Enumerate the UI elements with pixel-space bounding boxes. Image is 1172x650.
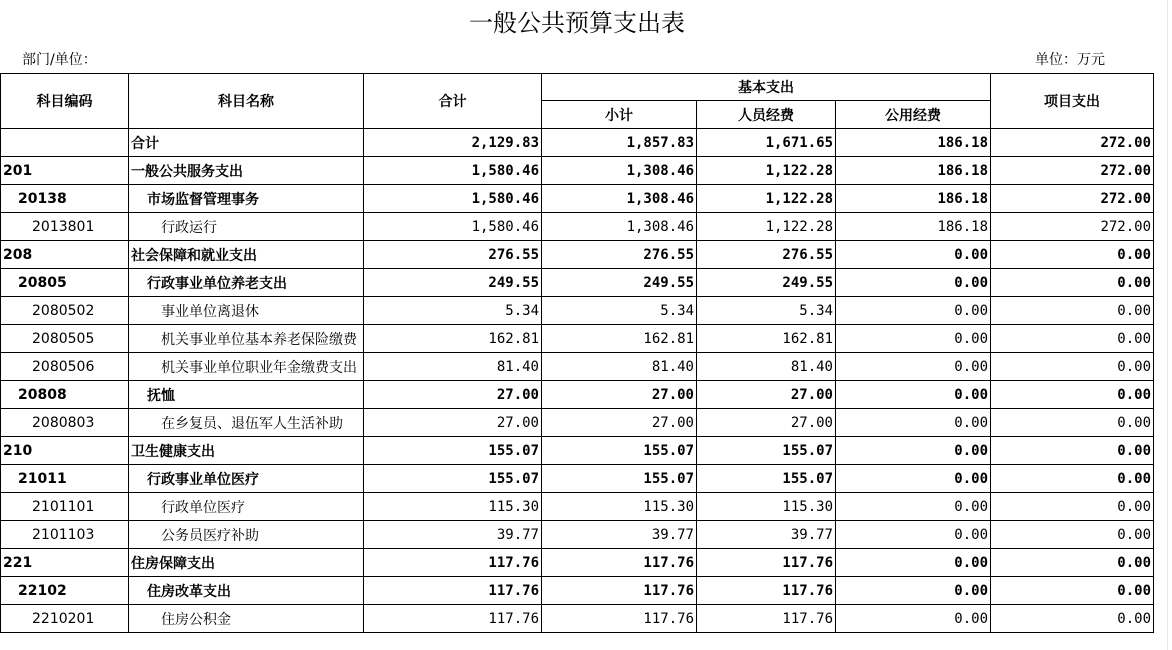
row-total: 27.00 <box>364 381 542 409</box>
row-total: 1,580.46 <box>364 185 542 213</box>
row-subtotal: 1,308.46 <box>542 185 697 213</box>
row-project: 0.00 <box>991 269 1154 297</box>
row-public: 0.00 <box>836 325 991 353</box>
table-row <box>1 353 1154 381</box>
row-name: 卫生健康支出 <box>129 437 364 465</box>
header-subtotal: 小计 <box>542 101 697 129</box>
row-public: 0.00 <box>836 605 991 633</box>
row-code: 2080505 <box>1 325 129 353</box>
header-project: 项目支出 <box>991 74 1154 129</box>
row-public: 0.00 <box>836 241 991 269</box>
row-total: 155.07 <box>364 465 542 493</box>
row-total: 276.55 <box>364 241 542 269</box>
row-code: 2101103 <box>1 521 129 549</box>
row-project: 272.00 <box>991 157 1154 185</box>
table-header <box>1 74 1154 129</box>
row-code: 21011 <box>1 465 129 493</box>
row-total: 249.55 <box>364 269 542 297</box>
row-code: 210 <box>1 437 129 465</box>
row-public: 0.00 <box>836 521 991 549</box>
row-name: 住房公积金 <box>129 605 364 633</box>
row-personnel: 276.55 <box>697 241 836 269</box>
row-project: 0.00 <box>991 465 1154 493</box>
row-personnel: 1,671.65 <box>697 129 836 157</box>
row-subtotal: 81.40 <box>542 353 697 381</box>
row-project: 0.00 <box>991 297 1154 325</box>
row-public: 0.00 <box>836 297 991 325</box>
row-code: 20808 <box>1 381 129 409</box>
row-total: 81.40 <box>364 353 542 381</box>
row-name: 市场监督管理事务 <box>129 185 364 213</box>
row-public: 0.00 <box>836 549 991 577</box>
row-code <box>1 129 129 157</box>
row-name: 住房保障支出 <box>129 549 364 577</box>
row-total: 155.07 <box>364 437 542 465</box>
row-code: 201 <box>1 157 129 185</box>
row-subtotal: 117.76 <box>542 577 697 605</box>
table-row <box>1 241 1154 269</box>
table-row <box>1 409 1154 437</box>
row-project: 0.00 <box>991 409 1154 437</box>
row-project: 0.00 <box>991 521 1154 549</box>
header-total: 合计 <box>364 74 542 129</box>
row-project: 0.00 <box>991 325 1154 353</box>
row-code: 2080506 <box>1 353 129 381</box>
table-row <box>1 549 1154 577</box>
table-row <box>1 185 1154 213</box>
row-public: 186.18 <box>836 185 991 213</box>
row-personnel: 27.00 <box>697 409 836 437</box>
row-name: 抚恤 <box>129 381 364 409</box>
row-name: 公务员医疗补助 <box>129 521 364 549</box>
header-personnel: 人员经费 <box>697 101 836 129</box>
row-code: 2080803 <box>1 409 129 437</box>
row-personnel: 115.30 <box>697 493 836 521</box>
row-name: 机关事业单位职业年金缴费支出 <box>129 353 364 381</box>
row-project: 0.00 <box>991 549 1154 577</box>
row-public: 0.00 <box>836 437 991 465</box>
row-subtotal: 39.77 <box>542 521 697 549</box>
row-total: 162.81 <box>364 325 542 353</box>
row-public: 0.00 <box>836 577 991 605</box>
row-name: 住房改革支出 <box>129 577 364 605</box>
table-row <box>1 213 1154 241</box>
row-project: 0.00 <box>991 353 1154 381</box>
row-personnel: 1,122.28 <box>697 157 836 185</box>
unit-label: 单位：万元 <box>1035 52 1105 68</box>
row-personnel: 1,122.28 <box>697 185 836 213</box>
row-subtotal: 162.81 <box>542 325 697 353</box>
row-total: 27.00 <box>364 409 542 437</box>
row-public: 0.00 <box>836 353 991 381</box>
row-total: 117.76 <box>364 577 542 605</box>
window-edge-line <box>1167 0 1168 650</box>
row-code: 2210201 <box>1 605 129 633</box>
row-code: 20138 <box>1 185 129 213</box>
row-subtotal: 249.55 <box>542 269 697 297</box>
row-project: 272.00 <box>991 185 1154 213</box>
row-subtotal: 5.34 <box>542 297 697 325</box>
table-row <box>1 437 1154 465</box>
table-body <box>1 129 1154 633</box>
row-public: 0.00 <box>836 269 991 297</box>
row-name: 合计 <box>129 129 364 157</box>
row-personnel: 155.07 <box>697 465 836 493</box>
row-code: 2080502 <box>1 297 129 325</box>
row-public: 186.18 <box>836 157 991 185</box>
row-total: 117.76 <box>364 549 542 577</box>
header-name: 科目名称 <box>129 74 364 129</box>
row-total: 39.77 <box>364 521 542 549</box>
table-row <box>1 297 1154 325</box>
row-personnel: 249.55 <box>697 269 836 297</box>
row-personnel: 155.07 <box>697 437 836 465</box>
header-code: 科目编码 <box>1 74 129 129</box>
row-project: 0.00 <box>991 605 1154 633</box>
row-subtotal: 276.55 <box>542 241 697 269</box>
table-row <box>1 157 1154 185</box>
row-code: 2101101 <box>1 493 129 521</box>
row-personnel: 117.76 <box>697 549 836 577</box>
row-subtotal: 27.00 <box>542 409 697 437</box>
table-row <box>1 381 1154 409</box>
row-total: 115.30 <box>364 493 542 521</box>
row-subtotal: 155.07 <box>542 437 697 465</box>
page-title: 一般公共预算支出表 <box>469 9 685 37</box>
row-project: 272.00 <box>991 213 1154 241</box>
row-name: 行政单位医疗 <box>129 493 364 521</box>
row-public: 0.00 <box>836 409 991 437</box>
row-subtotal: 27.00 <box>542 381 697 409</box>
table-row <box>1 325 1154 353</box>
department-label: 部门/单位： <box>22 52 97 68</box>
row-name: 事业单位离退休 <box>129 297 364 325</box>
row-project: 0.00 <box>991 577 1154 605</box>
row-public: 186.18 <box>836 213 991 241</box>
row-subtotal: 117.76 <box>542 549 697 577</box>
row-project: 0.00 <box>991 493 1154 521</box>
row-personnel: 117.76 <box>697 577 836 605</box>
row-project: 0.00 <box>991 437 1154 465</box>
row-project: 0.00 <box>991 381 1154 409</box>
row-total: 5.34 <box>364 297 542 325</box>
table-row <box>1 269 1154 297</box>
row-subtotal: 1,308.46 <box>542 213 697 241</box>
row-code: 221 <box>1 549 129 577</box>
row-project: 0.00 <box>991 241 1154 269</box>
row-name: 在乡复员、退伍军人生活补助 <box>129 409 364 437</box>
table-row <box>1 493 1154 521</box>
row-total: 1,580.46 <box>364 157 542 185</box>
row-name: 行政事业单位医疗 <box>129 465 364 493</box>
row-name: 行政事业单位养老支出 <box>129 269 364 297</box>
row-name: 行政运行 <box>129 213 364 241</box>
row-total: 117.76 <box>364 605 542 633</box>
row-total: 2,129.83 <box>364 129 542 157</box>
row-code: 20805 <box>1 269 129 297</box>
row-public: 0.00 <box>836 493 991 521</box>
header-basic: 基本支出 <box>542 74 991 101</box>
row-code: 208 <box>1 241 129 269</box>
table-row <box>1 521 1154 549</box>
row-subtotal: 117.76 <box>542 605 697 633</box>
row-name: 社会保障和就业支出 <box>129 241 364 269</box>
expenditure-table <box>0 73 1154 633</box>
row-public: 0.00 <box>836 465 991 493</box>
row-name: 一般公共服务支出 <box>129 157 364 185</box>
row-project: 272.00 <box>991 129 1154 157</box>
row-personnel: 117.76 <box>697 605 836 633</box>
row-public: 186.18 <box>836 129 991 157</box>
table-row <box>1 605 1154 633</box>
row-personnel: 5.34 <box>697 297 836 325</box>
row-total: 1,580.46 <box>364 213 542 241</box>
row-personnel: 81.40 <box>697 353 836 381</box>
row-personnel: 27.00 <box>697 381 836 409</box>
row-public: 0.00 <box>836 381 991 409</box>
table-row <box>1 577 1154 605</box>
table-row <box>1 465 1154 493</box>
table-row <box>1 129 1154 157</box>
row-code: 2013801 <box>1 213 129 241</box>
header-public: 公用经费 <box>836 101 991 129</box>
row-name: 机关事业单位基本养老保险缴费 <box>129 325 364 353</box>
row-subtotal: 1,857.83 <box>542 129 697 157</box>
row-subtotal: 155.07 <box>542 465 697 493</box>
row-personnel: 162.81 <box>697 325 836 353</box>
row-subtotal: 115.30 <box>542 493 697 521</box>
row-personnel: 1,122.28 <box>697 213 836 241</box>
row-subtotal: 1,308.46 <box>542 157 697 185</box>
row-code: 22102 <box>1 577 129 605</box>
row-personnel: 39.77 <box>697 521 836 549</box>
